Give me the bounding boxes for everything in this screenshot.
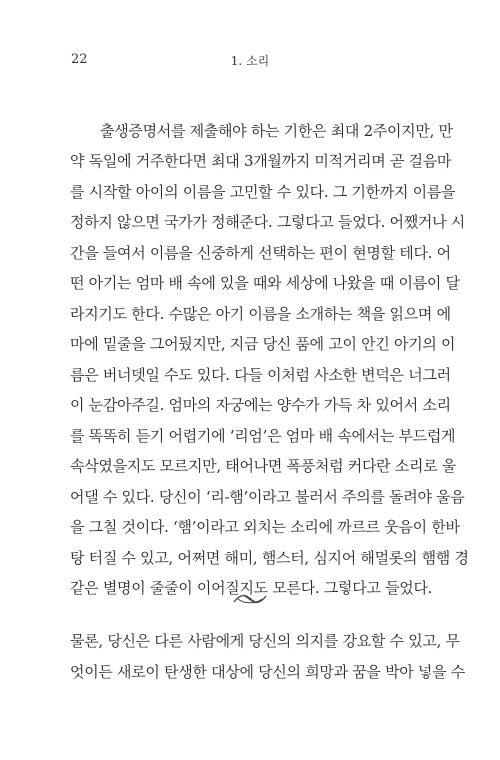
- chapter-title: 1. 소리: [230, 54, 270, 68]
- text-line: 간을 들여서 이름을 신중하게 선택하는 편이 현명할 테다. 어: [70, 244, 451, 262]
- text-line: 속삭였을지도 모르지만, 태어나면 폭풍처럼 커다란 소리로 울: [70, 457, 457, 475]
- text-line: 이 눈감아주길. 엄마의 자궁에는 양수가 가득 차 있어서 소리: [70, 396, 451, 414]
- text-line: 어댈 수 있다. 당신이 ‘리-햄’이라고 불러서 주의를 돌려야 울음: [70, 488, 465, 506]
- text-line: 를 똑똑히 듣기 어렵기에 ‘리엄’은 엄마 배 속에서는 부드럽게: [70, 427, 456, 445]
- text-line: 라지기도 한다. 수많은 아기 이름을 소개하는 책을 읽으며 에: [70, 305, 451, 323]
- text-line: 떤 아기는 엄마 배 속에 있을 때와 세상에 나왔을 때 이름이 달: [70, 274, 460, 292]
- text-line: 를 시작할 아이의 이름을 고민할 수 있다. 그 기한까지 이름을: [70, 183, 456, 201]
- text-line: 엇이든 새로이 탄생한 대상에 당신의 희망과 꿈을 박아 넣을 수: [70, 663, 465, 681]
- text-line: 출생증명서를 제출해야 하는 기한은 최대 2주이지만, 만: [100, 122, 453, 140]
- text-line: 같은 별명이 줄줄이 이어질지도 모른다. 그렇다고 들었다.: [70, 579, 433, 597]
- text-line: 탕 터질 수 있고, 어쩌면 해미, 햄스터, 심지어 해멀롯의 햄햄 경: [70, 549, 469, 567]
- text-line: 정하지 않으면 국가가 정해준다. 그렇다고 들었다. 어쨌거나 시: [70, 213, 465, 231]
- page-number: 22: [71, 52, 88, 67]
- text-line: 마에 밑줄을 그어뒀지만, 지금 당신 품에 고이 안긴 아기의 이: [70, 335, 456, 353]
- text-line: 물론, 당신은 다른 사람에게 당신의 의지를 강요할 수 있고, 무: [70, 632, 460, 650]
- running-header: [0, 52, 500, 72]
- text-line: 약 독일에 거주한다면 최대 3개월까지 미적거리며 곧 걸음마: [70, 152, 452, 170]
- text-line: 을 그칠 것이다. ‘햄’이라고 외치는 소리에 까르르 웃음이 한바: [70, 518, 460, 536]
- text-line: 름은 버너뎃일 수도 있다. 다들 이처럼 사소한 변덕은 너그러: [70, 366, 451, 384]
- fleuron-icon: [230, 590, 270, 608]
